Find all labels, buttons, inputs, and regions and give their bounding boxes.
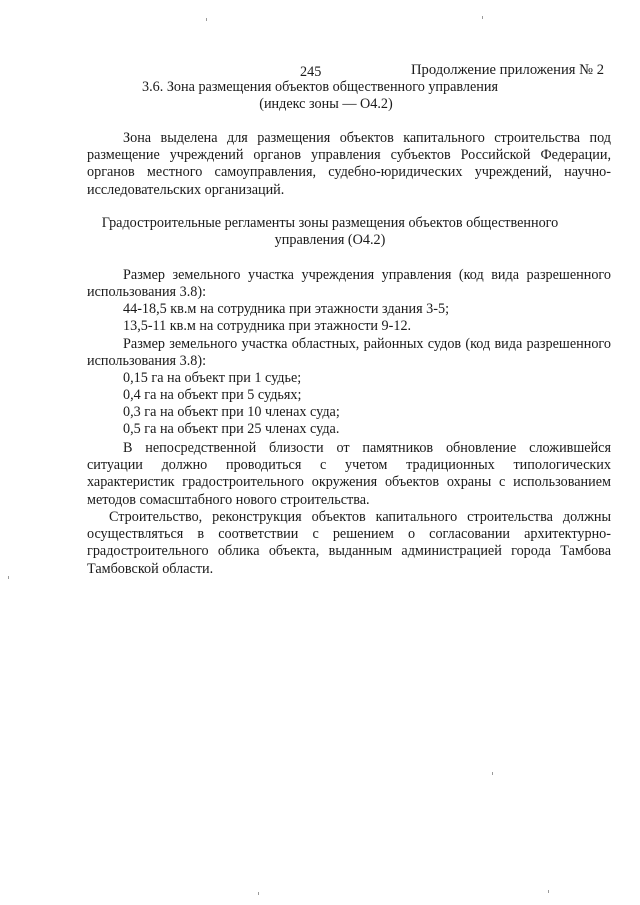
page-number: 245 <box>300 64 322 80</box>
scan-speck <box>206 18 207 21</box>
scan-speck <box>482 16 483 19</box>
list-item: 0,15 га на объект при 1 судье; <box>123 370 302 386</box>
scan-speck <box>8 576 9 579</box>
court-plot-paragraph: Размер земельного участка областных, районных судов (код вида разрешенного использования 3.8): <box>87 336 611 370</box>
scan-speck <box>492 772 493 775</box>
appendix-note: Продолжение приложения № 2 <box>411 62 604 78</box>
section-title: 3.6. Зона размещения объектов общественного управления <box>141 79 499 95</box>
zone-index: (индекс зоны — О4.2) <box>259 96 393 112</box>
scan-speck <box>258 892 259 895</box>
list-item: 0,5 га на объект при 25 членах суда. <box>123 421 340 437</box>
list-item: 0,3 га на объект при 10 членах суда; <box>123 404 340 420</box>
admin-plot-paragraph: Размер земельного участка учреждения управления (код вида разрешенного использования 3.8): <box>87 267 611 301</box>
regulations-title-line2: управления (О4.2) <box>274 232 386 248</box>
intro-paragraph: Зона выделена для размещения объектов капитального строительства под размещение учреждений органов управления субъектов Российской Федерации, органов местного самоуправления, судебно-юридических учреждений, научно-исследовательских организаций. <box>87 130 611 198</box>
list-item: 13,5-11 кв.м на сотрудника при этажности 9-12. <box>123 318 412 334</box>
construction-paragraph: Строительство, реконструкция объектов капитального строительства должны осуществляться в соответствии с решением о согласовании архитектурно-градостроительного облика объекта, выданным администрацией города Тамбова Тамбовской области. <box>87 509 611 577</box>
list-item: 0,4 га на объект при 5 судьях; <box>123 387 302 403</box>
regulations-title: Градостроительные регламенты зоны размещения объектов общественного <box>101 215 559 231</box>
list-item: 44-18,5 кв.м на сотрудника при этажности здания 3-5; <box>123 301 450 317</box>
scan-speck <box>548 890 549 893</box>
monuments-paragraph: В непосредственной близости от памятников обновление сложившейся ситуации должно проводиться с учетом традиционных типологических характеристик градостроительного окружения объектов охраны с использованием методов сомасштабного нового строительства. <box>87 440 611 508</box>
